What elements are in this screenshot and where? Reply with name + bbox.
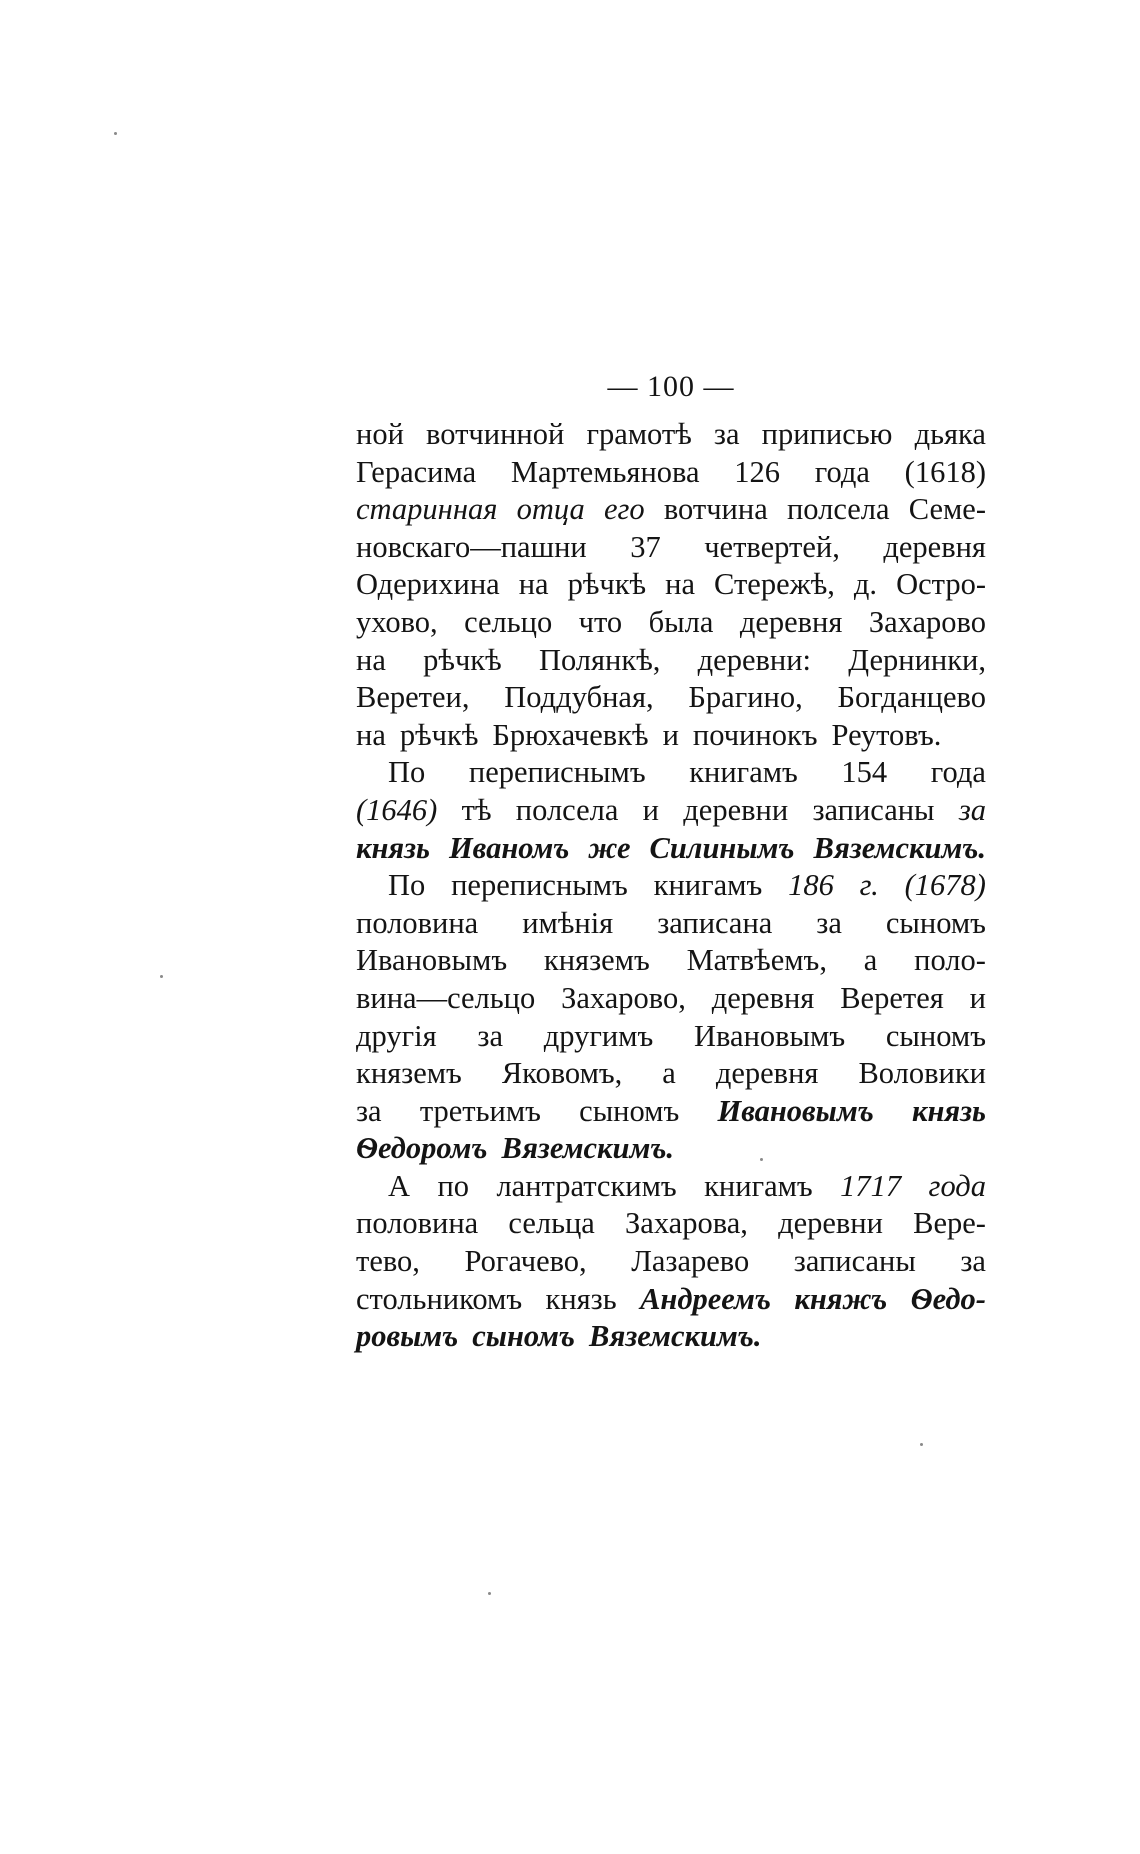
text-line — [356, 717, 986, 755]
word: Ивановымъ — [356, 943, 508, 978]
word: Ивановымъ — [694, 1018, 846, 1053]
word: что — [578, 604, 623, 639]
word: года — [814, 454, 870, 489]
word: деревня — [711, 980, 815, 1015]
word: за — [356, 1093, 382, 1128]
word: записаны — [812, 792, 935, 827]
word: Воловики — [858, 1056, 986, 1091]
word: сыномъ — [472, 1319, 575, 1354]
word: на — [356, 642, 386, 677]
text-line — [356, 642, 986, 680]
word: сельца — [508, 1206, 595, 1241]
word: сыномъ — [885, 905, 986, 940]
word: Остро- — [896, 567, 986, 602]
text-line — [356, 1205, 986, 1243]
text-line — [356, 454, 986, 492]
word: Реутовъ. — [831, 717, 942, 752]
word: старинная — [356, 492, 498, 527]
word: княземъ — [356, 1056, 462, 1091]
word: Ѳедо- — [910, 1281, 986, 1316]
word: года — [928, 1168, 986, 1203]
scan-speck — [160, 975, 163, 978]
word: деревни — [778, 1206, 883, 1241]
text-line — [356, 1318, 986, 1356]
word: за — [477, 1018, 503, 1053]
word: записана — [657, 905, 773, 940]
word: Семе- — [908, 492, 986, 527]
word: Захарово, — [561, 980, 686, 1015]
word: на — [518, 567, 549, 602]
word: Силинымъ — [649, 830, 795, 865]
word: имѣнія — [522, 905, 614, 940]
word: деревни: — [697, 642, 812, 677]
text-line — [356, 905, 986, 943]
word: на — [356, 717, 386, 752]
word: Вяземскимъ. — [588, 1319, 762, 1354]
word: дьяка — [914, 417, 986, 451]
word: сыномъ — [579, 1093, 680, 1128]
word: Вяземскимъ. — [501, 1131, 675, 1166]
word: сыномъ — [885, 1018, 986, 1053]
text-line — [356, 980, 986, 1018]
word: другимъ — [543, 1018, 654, 1053]
word: Стережѣ, — [714, 567, 835, 602]
word: книгамъ — [689, 755, 798, 790]
text-line — [356, 1243, 986, 1281]
word: переписнымъ — [451, 868, 628, 903]
word: Ѳедоромъ — [356, 1131, 488, 1166]
word: была — [648, 604, 714, 639]
word: Полянкѣ, — [538, 642, 661, 677]
word: деревня — [739, 604, 843, 639]
word: 126 — [734, 454, 781, 489]
word: ухово, — [356, 604, 438, 639]
word: Одерихина — [356, 567, 500, 602]
word: третьимъ — [419, 1093, 541, 1128]
word: Веретеи, — [356, 680, 470, 715]
text-line — [356, 754, 986, 792]
word: за — [713, 417, 740, 451]
body-text — [356, 416, 986, 1356]
word: Вере- — [913, 1206, 986, 1241]
word: По — [388, 755, 426, 790]
text-line — [356, 679, 986, 717]
word: и — [662, 717, 679, 752]
word: и — [642, 792, 659, 827]
word: княземъ — [543, 943, 650, 978]
text-line — [356, 1130, 986, 1168]
word: вотчина — [663, 492, 768, 527]
word: Андреемъ — [640, 1281, 771, 1316]
scan-speck — [920, 1443, 923, 1446]
word: Вяземскимъ. — [813, 830, 986, 865]
word: Захарово — [868, 604, 986, 639]
word: Брагино, — [688, 680, 803, 715]
word: вина—сельцо — [356, 980, 536, 1015]
word: за — [960, 1244, 986, 1279]
word: за — [958, 792, 986, 827]
word: ной — [356, 417, 404, 451]
word: (1646) — [356, 792, 438, 827]
word: приписью — [761, 417, 893, 451]
word: записаны — [793, 1244, 916, 1279]
word: По — [388, 868, 426, 903]
scan-speck — [114, 132, 117, 135]
text-line — [356, 1055, 986, 1093]
word: а — [662, 1056, 676, 1091]
word: г. — [859, 868, 879, 903]
text-line — [356, 830, 986, 868]
word: половина — [356, 905, 479, 940]
word: (1618) — [904, 454, 986, 489]
word: Брюхачевкѣ — [492, 717, 649, 752]
word: 186 — [788, 868, 834, 903]
text-line — [356, 529, 986, 567]
word: Поддубная, — [504, 680, 654, 715]
word: за — [816, 905, 842, 940]
word: книгамъ — [653, 868, 763, 903]
word: а — [863, 943, 878, 978]
word: лантратскимъ — [496, 1168, 677, 1203]
text-line — [356, 1018, 986, 1056]
word: Захарова, — [625, 1206, 748, 1241]
scan-speck — [760, 1158, 763, 1161]
word: А — [388, 1168, 411, 1203]
word: и — [969, 980, 986, 1015]
word: года — [930, 755, 986, 790]
word: отца — [516, 492, 585, 527]
text-line — [356, 416, 986, 454]
word: деревня — [715, 1056, 819, 1091]
word: 154 — [841, 755, 888, 790]
word: стольникомъ — [356, 1281, 523, 1316]
word: его — [603, 492, 645, 527]
word: Рогачево, — [464, 1244, 587, 1279]
word: другія — [356, 1018, 437, 1053]
word: рѣчкѣ — [567, 567, 647, 602]
word: починокъ — [692, 717, 818, 752]
word: новскаго—пашни — [356, 529, 587, 564]
scan-speck — [488, 1592, 491, 1595]
word: Дернинки, — [848, 642, 986, 677]
word: тево, — [356, 1244, 420, 1279]
word: Богданцево — [837, 680, 986, 715]
text-line — [356, 867, 986, 905]
word: полсела — [515, 792, 619, 827]
word: княжъ — [794, 1281, 888, 1316]
text-line — [356, 491, 986, 529]
word: (1678) — [904, 868, 986, 903]
word: 37 — [630, 529, 661, 564]
word: Веретея — [840, 980, 944, 1015]
word: сельцо — [464, 604, 553, 639]
word: книгамъ — [704, 1168, 813, 1203]
word: же — [588, 830, 631, 865]
word: Мартемьянова — [510, 454, 700, 489]
word: полсела — [786, 492, 890, 527]
word: по — [437, 1168, 470, 1203]
page-number: — 100 — — [607, 370, 735, 403]
text-line — [356, 792, 986, 830]
word: Лазарево — [631, 1244, 750, 1279]
word: тѣ — [461, 792, 492, 827]
text-line — [356, 604, 986, 642]
text-line — [356, 566, 986, 604]
text-line — [356, 1093, 986, 1131]
word: деревни — [683, 792, 789, 827]
word: 1717 — [840, 1168, 902, 1203]
word: вотчинной — [426, 417, 565, 451]
word: деревня — [883, 529, 986, 564]
word: ровымъ — [356, 1319, 459, 1354]
word: Герасима — [356, 454, 477, 489]
word: Иваномъ — [448, 830, 570, 865]
word: на — [665, 567, 696, 602]
word: грамотѣ — [586, 417, 692, 451]
word: четвертей, — [704, 529, 840, 564]
word: Ивановымъ — [717, 1093, 874, 1128]
word: князь — [912, 1093, 986, 1128]
word: рѣчкѣ — [423, 642, 502, 677]
text-line — [356, 1168, 986, 1206]
word: переписнымъ — [468, 755, 646, 790]
word: д. — [853, 567, 878, 602]
word: князь — [356, 830, 430, 865]
word: рѣчкѣ — [399, 717, 479, 752]
word: Яковомъ, — [501, 1056, 623, 1091]
text-line — [356, 1281, 986, 1319]
word: поло- — [914, 943, 986, 978]
word: Матвѣемъ, — [686, 943, 827, 978]
word: половина — [356, 1206, 479, 1241]
text-line — [356, 942, 986, 980]
word: князь — [545, 1281, 617, 1316]
